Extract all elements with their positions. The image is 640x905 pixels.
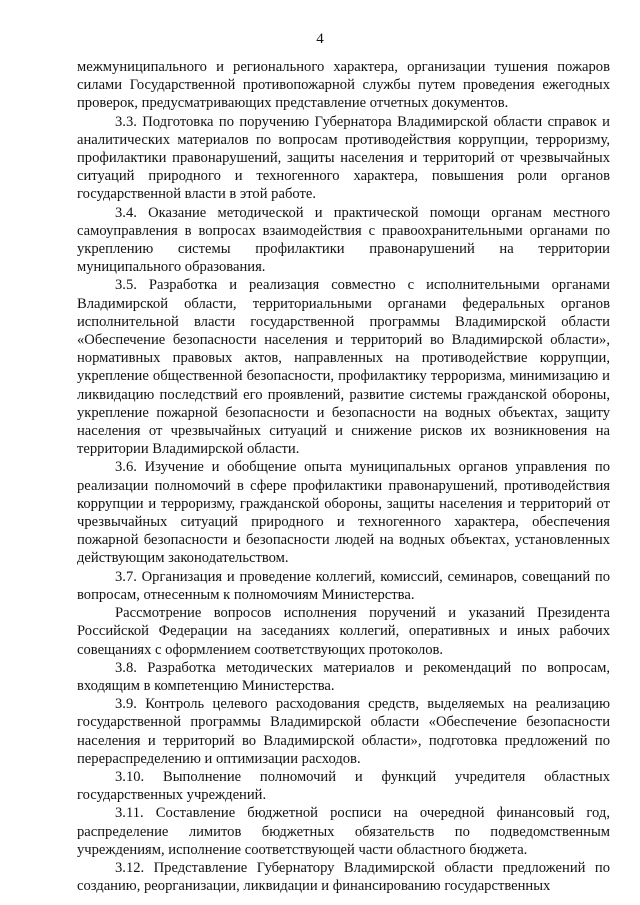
page-number: 4: [316, 31, 324, 47]
document-body: [77, 58, 610, 895]
paragraph-3-11: 3.11. Составление бюджетной росписи на очередной финансовый год, распределение лимитов бюджетных обязательств по подведомственным учреждениям, исполнение соответствующей части областного бюджета.: [77, 805, 610, 858]
paragraph-3-9: 3.9. Контроль целевого расходования средств, выделяемых на реализацию государственной программы Владимирской области «Обеспечение безопасности населения и территорий во Владимирской области», подготовка предложений по перераспределению и оптимизации расходов.: [77, 696, 610, 767]
paragraph-3-10: 3.10. Выполнение полномочий и функций учредителя областных государственных учреждений.: [77, 768, 610, 804]
paragraph-3-4: 3.4. Оказание методической и практической помощи органам местного самоуправления в вопросах взаимодействия с правоохранительными органами по укреплению системы профилактики правонарушений на территории муниципального образования.: [77, 204, 610, 276]
paragraph-3-12: 3.12. Представление Губернатору Владимирской области предложений по созданию, реорганизации, ликвидации и финансированию государственных: [77, 859, 610, 895]
paragraph-3-8: 3.8. Разработка методических материалов и рекомендаций по вопросам, входящим в компетенцию Министерства.: [77, 659, 610, 694]
paragraph-3-5: 3.5. Разработка и реализация совместно с исполнительными органами Владимирской области, территориальными органами федеральных органов исполнительной власти государственной программы Владимирской области «Обеспечение безопасности населения и территорий во Владимирской области», нормативных правовых актов, направленных на противодействие коррупции, укрепление общественной безопасности, профилактику терроризма, минимизацию и ликвидацию последствий его проявлений, развитие системы гражданской обороны, укрепление пожарной безопасности и безопасности на водных объектах, защиту населения от чрезвычайных ситуаций и снижение рисков их возникновения на территории Владимирской области.: [77, 277, 610, 458]
paragraph-3-7: 3.7. Организация и проведение коллегий, комиссий, семинаров, совещаний по вопросам, отнесенным к полномочиям Министерства.: [77, 568, 610, 603]
paragraph-3-7-review: Рассмотрение вопросов исполнения поручений и указаний Президента Российской Федерации на заседаниях коллегий, оперативных и иных рабочих совещаниях с оформлением соответствующих протоколов.: [77, 605, 610, 658]
paragraph-3-2-continuation: межмуниципального и регионального характера, организации тушения пожаров силами Государственной противопожарной службы путем проведения ежегодных проверок, предусматривающих представление отчетных документов.: [77, 59, 610, 112]
paragraph-3-3: 3.3. Подготовка по поручению Губернатора Владимирской области справок и аналитических материалов по вопросам противодействия коррупции, терроризму, профилактики правонарушений, защиты населения и территорий от чрезвычайных ситуаций природного и техногенного характера, повышения роли органов государственной власти в этой работе.: [77, 113, 610, 203]
paragraph-3-6: 3.6. Изучение и обобщение опыта муниципальных органов управления по реализации полномочий в сфере профилактики правонарушений, противодействия коррупции и терроризму, гражданской обороны, защиты населения и территорий от чрезвычайных ситуаций природного и техногенного характера, обеспечения пожарной безопасности и безопасности людей на водных объектах, установленных действующим законодательством.: [77, 459, 610, 567]
